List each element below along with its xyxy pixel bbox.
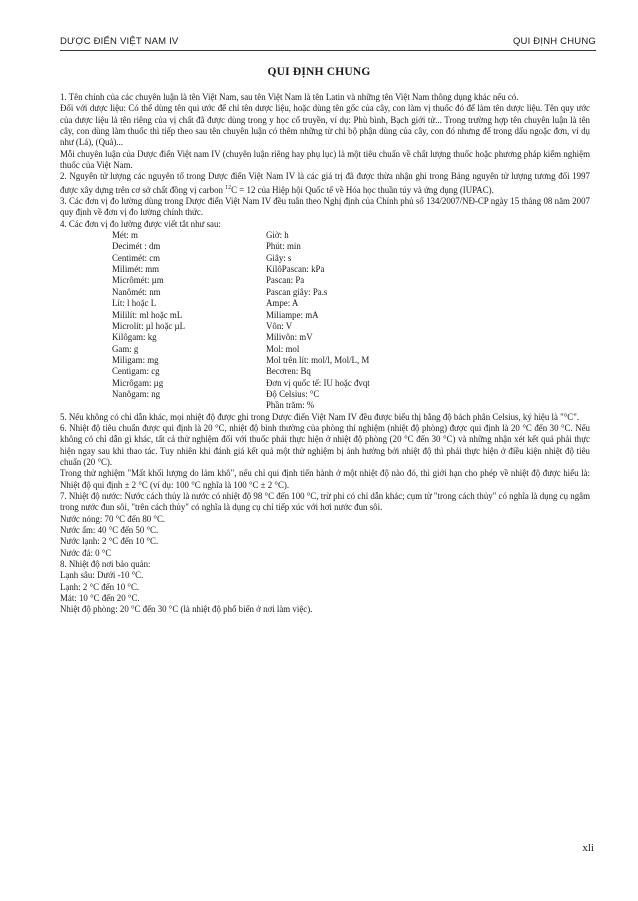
unit-cell-right: Pascan: Pa — [266, 275, 305, 286]
unit-row — [112, 332, 496, 343]
paragraph: Nhiệt độ phòng: 20 °C đến 30 °C (là nhiệt độ phổ biến ở nơi làm việc). — [60, 604, 313, 615]
unit-cell-right: KilôPascan: kPa — [266, 264, 325, 275]
paragraph: Nước lạnh: 2 °C đến 10 °C. — [60, 536, 159, 547]
unit-row — [112, 264, 496, 275]
unit-row — [112, 321, 496, 332]
unit-row — [112, 355, 496, 366]
unit-row — [112, 310, 496, 321]
header-rule — [60, 50, 596, 51]
unit-cell-right: Vôn: V — [266, 320, 293, 331]
unit-cell-right: Milivôn: mV — [266, 332, 313, 343]
units-table — [112, 230, 496, 412]
unit-row — [112, 344, 496, 355]
paragraph: Nước nóng: 70 °C đến 80 °C. — [60, 513, 166, 524]
unit-row — [112, 275, 496, 286]
unit-cell-left: Mét: m — [112, 230, 138, 241]
unit-cell-left: Microlít: µl hoặc µL — [112, 320, 186, 331]
unit-cell-right: Phần trăm: % — [266, 400, 315, 411]
paragraph: 6. Nhiệt độ tiêu chuẩn được qui định là 20 °C, nhiệt độ bình thường của phòng thí nghiệm (nhiệt độ phòng) được qui định là 20 °C đến 30 °C. Nếu không có chỉ dẫn gì khác, tất cả thử nghiệm đối với thuốc phải thực hiện ở nhiệt độ phòng (20 °C đến 30 °C) và những nhận xét kết quả phải thực hiện ngay sau khi thao tác. Tuy nhiên khi đánh giá kết quả một thử nghiệm bị ảnh hưởng bởi nhiệt độ thì phải thực hiện ở điều kiện nhiệt độ tiêu chuẩn (20 °C). — [60, 422, 590, 467]
paragraph: 2. Nguyên tử lượng các nguyên tố trong Dược điển Việt Nam IV là các giá trị đã được thừa nhận ghi trong Bảng nguyên tử lượng tương đối 1997 được xây dựng trên cơ sở chất đồng vị carbon $^{12}$C = 12 của Hiệp hội Quốc tế về Hóa học thuần túy và ứng dụng (IUPAC). — [60, 171, 590, 195]
paragraph: Mỗi chuyên luận của Dược điển Việt nam IV (chuyên luận riêng hay phụ lục) là một tiêu chuẩn về chất lượng thuốc hoặc phương pháp kiểm nghiệm thuốc của Việt Nam. — [60, 148, 590, 171]
paragraph: Lạnh sâu: Dưới -10 °C. — [60, 570, 144, 581]
unit-row — [112, 241, 496, 252]
unit-row — [112, 378, 496, 389]
unit-row — [112, 253, 496, 264]
unit-cell-left: Centigam: cg — [112, 366, 160, 377]
paragraph: Trong thử nghiệm "Mất khối lượng do làm khô", nếu chỉ qui định tiến hành ở một nhiệt độ nào đó, thì giới hạn cho phép về nhiệt độ được hiểu là: Nhiệt độ qui định ± 2 °C (ví dụ: 100 °C nghĩa là 100 °C ± 2 °C). — [60, 468, 590, 490]
unit-cell-right: Pascan giây: Pa.s — [266, 286, 328, 297]
paragraph: 1. Tên chính của các chuyên luận là tên Việt Nam, sau tên Việt Nam là tên Latin và những tên Việt Nam thông dụng khác nếu có. — [60, 92, 519, 102]
paragraph: 3. Các đơn vị đo lường dùng trong Dược điển Việt Nam IV đều tuân theo Nghị định của Chính phủ số 134/2007/NĐ-CP ngày 15 tháng 08 năm 2007 quy định về đơn vị đo lường chính thức. — [60, 196, 590, 218]
unit-cell-right: Giây: s — [266, 252, 292, 263]
unit-cell-right: Ampe: A — [266, 298, 299, 309]
unit-cell-left: Micrômét: µm — [112, 275, 164, 286]
unit-row — [112, 298, 496, 309]
unit-cell-right: Mol trên lít: mol/l, Mol/L, M — [266, 354, 370, 365]
paragraph: Đối với dược liệu: Có thể dùng tên qui ước để chỉ tên dược liệu, hoặc dùng tên gốc của cây, con làm vị thuốc đó để làm tên dược liệu. Tên quy ước của dược liệu là tên riêng của vị chất đã được dùng trong y học cổ truyền, ví dụ: Phù bình, Bạch giới tử... Trong trường hợp tên chuyên luận là tên cây, con dùng làm thuốc thì tiếp theo sau tên chuyên luận có thêm những từ chỉ bộ phận dùng của cây, con đó nhưng để trong dấu ngoặc đơn, ví dụ như (Lá), (Quả)... — [60, 103, 590, 148]
unit-cell-left: Milimét: mm — [112, 264, 160, 275]
unit-cell-left: Decimét : dm — [112, 241, 161, 252]
unit-cell-left: Centimét: cm — [112, 252, 161, 263]
paragraphs-top — [60, 92, 590, 230]
unit-cell-left: Miligam: mg — [112, 354, 159, 365]
unit-cell-left: Gam: g — [112, 343, 139, 354]
body-text — [60, 92, 590, 616]
paragraph: Nước đá: 0 °C — [60, 547, 112, 558]
unit-cell-right: Độ Celsius: °C — [266, 388, 320, 399]
unit-cell-left: Lít: l hoặc L — [112, 298, 157, 309]
unit-cell-right: Đơn vị quốc tế: IU hoặc đvqt — [266, 377, 370, 388]
paragraph: 8. Nhiệt độ nơi bảo quản: — [60, 559, 151, 570]
paragraph: Nước ấm: 40 °C đến 50 °C. — [60, 525, 159, 536]
running-header — [60, 36, 596, 47]
paragraph: 7. Nhiệt độ nước: Nước cách thủy là nước có nhiệt độ 98 °C đến 100 °C, trừ phi có chỉ dẫn khác; cụm từ "trong cách thủy" có nghĩa là dụng cụ ngâm trong nước đun sôi, "trên cách thủy" có nghĩa là dụng cụ chỉ tiếp xúc với hơi nước đun sôi. — [60, 491, 590, 513]
unit-cell-left: Nanômét: nm — [112, 286, 161, 297]
unit-cell-right: Mol: mol — [266, 343, 300, 354]
unit-cell-right: Becơren: Bq — [266, 366, 311, 377]
unit-row — [112, 230, 496, 241]
unit-cell-left: Nanôgam: ng — [112, 388, 161, 399]
page-number: xli — [582, 842, 594, 854]
unit-cell-left: Kilôgam: kg — [112, 332, 157, 343]
unit-cell-left: Micrôgam: µg — [112, 377, 164, 388]
header-book-title: DƯỢC ĐIỂN VIỆT NAM IV — [60, 36, 179, 47]
unit-row — [112, 366, 496, 377]
paragraphs-bottom — [60, 412, 590, 616]
paragraph: 5. Nếu không có chỉ dẫn khác, mọi nhiệt độ được ghi trong Dược điển Việt Nam IV đều được biểu thị bằng độ bách phân Celsius, ký hiệu là "°C". — [60, 411, 580, 422]
paragraph: Lạnh: 2 °C đến 10 °C. — [60, 581, 140, 592]
unit-row — [112, 400, 496, 411]
unit-row — [112, 389, 496, 400]
unit-cell-left: Mililít: ml hoặc mL — [112, 309, 183, 320]
page-title: QUI ĐỊNH CHUNG — [267, 66, 371, 78]
unit-cell-right: Giờ: h — [266, 230, 289, 241]
header-section-title: QUI ĐỊNH CHUNG — [512, 36, 596, 47]
unit-row — [112, 287, 496, 298]
unit-cell-left — [112, 400, 266, 411]
unit-cell-right: Phút: min — [266, 241, 301, 252]
paragraph: Mát: 10 °C đến 20 °C. — [60, 593, 140, 604]
unit-cell-right: Miliampe: mA — [266, 309, 319, 320]
paragraph: 4. Các đơn vị đo lường được viết tắt như sau: — [60, 218, 221, 229]
